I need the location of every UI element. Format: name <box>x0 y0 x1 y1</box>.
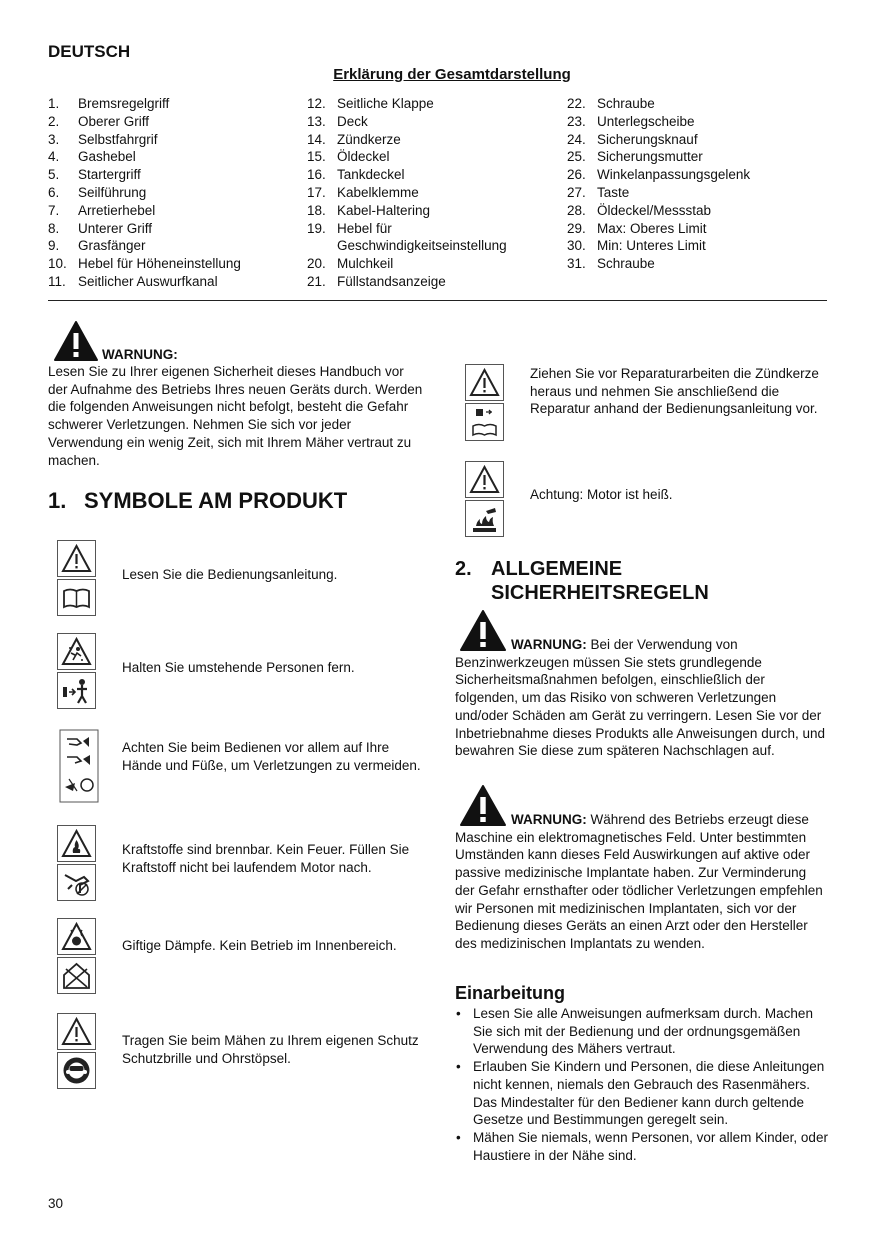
bullet-list <box>456 1005 828 1164</box>
legend-item: 20. Mulchkeil <box>307 256 394 272</box>
subheading: Einarbeitung <box>455 983 566 1003</box>
legend-item: 2. Oberer Griff <box>48 113 150 129</box>
symbol-description: Kraftstoffe sind brennbar. Kein Feuer. Füllen Sie Kraftstoff nicht bei laufendem Motor nach. <box>122 842 410 875</box>
debris-warning-icon <box>57 633 96 670</box>
hot-surface-icon <box>465 500 504 537</box>
list-item: • Erlauben Sie Kindern und Personen, die diese Anleitungen nicht kennen, niemals den Gebrauch des Rasenmähers. Das Mindestalter für den Bediener kann durch geltende Gesetze und Bestimmungen geregelt sein. <box>456 1059 825 1128</box>
legend-item: 18. Kabel-Haltering <box>307 202 431 218</box>
legend-column-1 <box>48 95 303 291</box>
keep-away-person-icon <box>57 672 96 709</box>
legend-item: 21. Füllstandsanzeige <box>307 273 446 289</box>
legend-column-3 <box>567 95 827 273</box>
legend-item: 16. Tankdeckel <box>307 167 405 183</box>
warning-label: WARNUNG: <box>511 637 587 652</box>
legend-item: 24. Sicherungsknauf <box>567 131 698 147</box>
symbol-description: Giftige Dämpfe. Kein Betrieb im Innenbereich. <box>122 938 397 953</box>
warning-triangle-icon <box>57 1013 96 1050</box>
divider <box>48 300 827 301</box>
legend-item: 4. Gashebel <box>48 149 136 165</box>
legend-item: 13. Deck <box>307 113 368 129</box>
section-2-heading <box>455 557 709 605</box>
warning-text: Während des Betriebs erzeugt diese Maschine ein elektromagnetisches Feld. Unter bestimmten Umständen kann dieses Feld Auswirkungen auf aktive oder passive medizinische Implantate haben. Zur Verminderung der Gefahr ernsthafter oder tödlicher Verletzungen empfehlen wir Personen mit medizinischen Implantaten, sich vor der Bedienung dieses Geräts an einen Arzt oder den Hersteller des medizinischen Implantats zu wenden. <box>455 812 823 951</box>
warning-triangle-icon <box>465 461 504 498</box>
legend-item: 25. Sicherungsmutter <box>567 149 703 165</box>
page-number: 30 <box>48 1196 64 1211</box>
legend-item: 31. Schraube <box>567 256 655 272</box>
list-item: • Lesen Sie alle Anweisungen aufmerksam durch. Machen Sie sich mit der Bedienung und der ordnungsgemäßen Verwendung des Mähers vertraut. <box>456 1006 813 1057</box>
legend-title: Erklärung der Gesamtdarstellung <box>333 66 571 83</box>
warning-triangle-icon <box>57 540 96 577</box>
section-title: SYMBOLE AM PRODUKT <box>84 488 348 513</box>
warning-block <box>455 636 827 760</box>
legend-item: 28. Öldeckel/Messstab <box>567 202 712 218</box>
no-indoor-use-icon <box>57 957 96 994</box>
legend-item: 19. Hebel für <box>307 220 392 236</box>
warning-triangle-icon <box>53 320 99 367</box>
toxic-fumes-icon <box>57 918 96 955</box>
section-title-line1: ALLGEMEINE <box>491 558 623 580</box>
legend-item: 5. Startergriff <box>48 167 141 183</box>
legend-item: 26. Winkelanpassungsgelenk <box>567 167 751 183</box>
legend-item: 8. Unterer Griff <box>48 220 153 236</box>
legend-item: 29. Max: Oberes Limit <box>567 220 707 236</box>
symbol-description: Halten Sie umstehende Personen fern. <box>122 660 355 675</box>
spark-plug-manual-icon <box>465 403 504 441</box>
warning-label: WARNUNG: <box>511 812 587 827</box>
symbol-description: Achten Sie beim Bedienen vor allem auf Ihre Hände und Füße, um Verletzungen zu vermeiden. <box>122 740 421 773</box>
legend-item: 12. Seitliche Klappe <box>307 96 434 111</box>
symbol-description: Ziehen Sie vor Reparaturarbeiten die Zündkerze heraus und nehmen Sie anschließend die Reparatur anhand der Bedienungsanleitung vor. <box>530 366 819 417</box>
book-icon <box>57 579 96 616</box>
legend-item: 11. Seitlicher Auswurfkanal <box>48 273 218 289</box>
warning-text: Lesen Sie zu Ihrer eigenen Sicherheit dieses Handbuch vor der Aufnahme des Betriebs Ihres neuen Geräts durch. Werden die folgenden Anweisungen nicht befolgt, besteht die Gefahr schwerer Verletzungen. Nehmen Sie sich vor jeder Verwendung ein wenig Zeit, sich mit Ihrem Mäher vertraut zu machen. <box>48 364 423 468</box>
language-heading: DEUTSCH <box>48 42 131 61</box>
legend-item: 14. Zündkerze <box>307 131 401 147</box>
warning-triangle-icon <box>465 364 504 401</box>
eye-ear-protection-icon <box>57 1052 96 1089</box>
legend-item: 27. Taste <box>567 184 630 200</box>
symbol-description: Tragen Sie beim Mähen zu Ihrem eigenen Schutz Schutzbrille und Ohrstöpsel. <box>122 1033 419 1066</box>
section-number: 2. <box>455 558 472 580</box>
warning-block <box>455 811 827 953</box>
section-title-line2: SICHERHEITSREGELN <box>491 582 709 604</box>
symbol-description: Lesen Sie die Bedienungsanleitung. <box>122 567 338 582</box>
legend-item: 1. Bremsregelgriff <box>48 96 170 111</box>
legend-item: 9. Grasfänger <box>48 238 146 254</box>
legend-item: Geschwindigkeitseinstellung <box>337 238 507 254</box>
legend-item: 22. Schraube <box>567 96 655 111</box>
legend-item: 3. Selbstfahrgrif <box>48 131 158 147</box>
legend-item: 6. Seilführung <box>48 184 147 200</box>
legend-column-2 <box>307 95 562 291</box>
no-refuel-running-icon <box>57 864 96 901</box>
legend-item: 17. Kabelklemme <box>307 184 419 200</box>
hands-feet-blade-icon <box>57 727 94 801</box>
section-number: 1. <box>48 488 67 513</box>
legend-item: 23. Unterlegscheibe <box>567 113 695 129</box>
legend-item: 7. Arretierhebel <box>48 202 156 218</box>
legend-item: 10. Hebel für Höheneinstellung <box>48 256 241 272</box>
warning-label: WARNUNG: <box>102 347 178 362</box>
warning-text: Bei der Verwendung von Benzinwerkzeugen müssen Sie stets grundlegende Sicherheitsmaßnahmen befolgen, einschließlich der folgenden, um das Risiko von schweren Verletzungen und/oder Schäden am Gerät zu verringern. Lesen Sie vor der Inbetriebnahme dieses Produkts alle Anweisungen durch, und bewahren Sie diese zum späteren Nachschlagen auf. <box>455 637 825 759</box>
legend-item: 30. Min: Unteres Limit <box>567 238 706 254</box>
list-item: • Mähen Sie niemals, wenn Personen, vor allem Kinder, oder Haustiere in der Nähe sind. <box>456 1129 828 1163</box>
section-1-heading <box>48 488 347 514</box>
fire-warning-icon <box>57 825 96 862</box>
legend-item: 15. Öldeckel <box>307 149 390 165</box>
symbol-description: Achtung: Motor ist heiß. <box>530 487 673 502</box>
